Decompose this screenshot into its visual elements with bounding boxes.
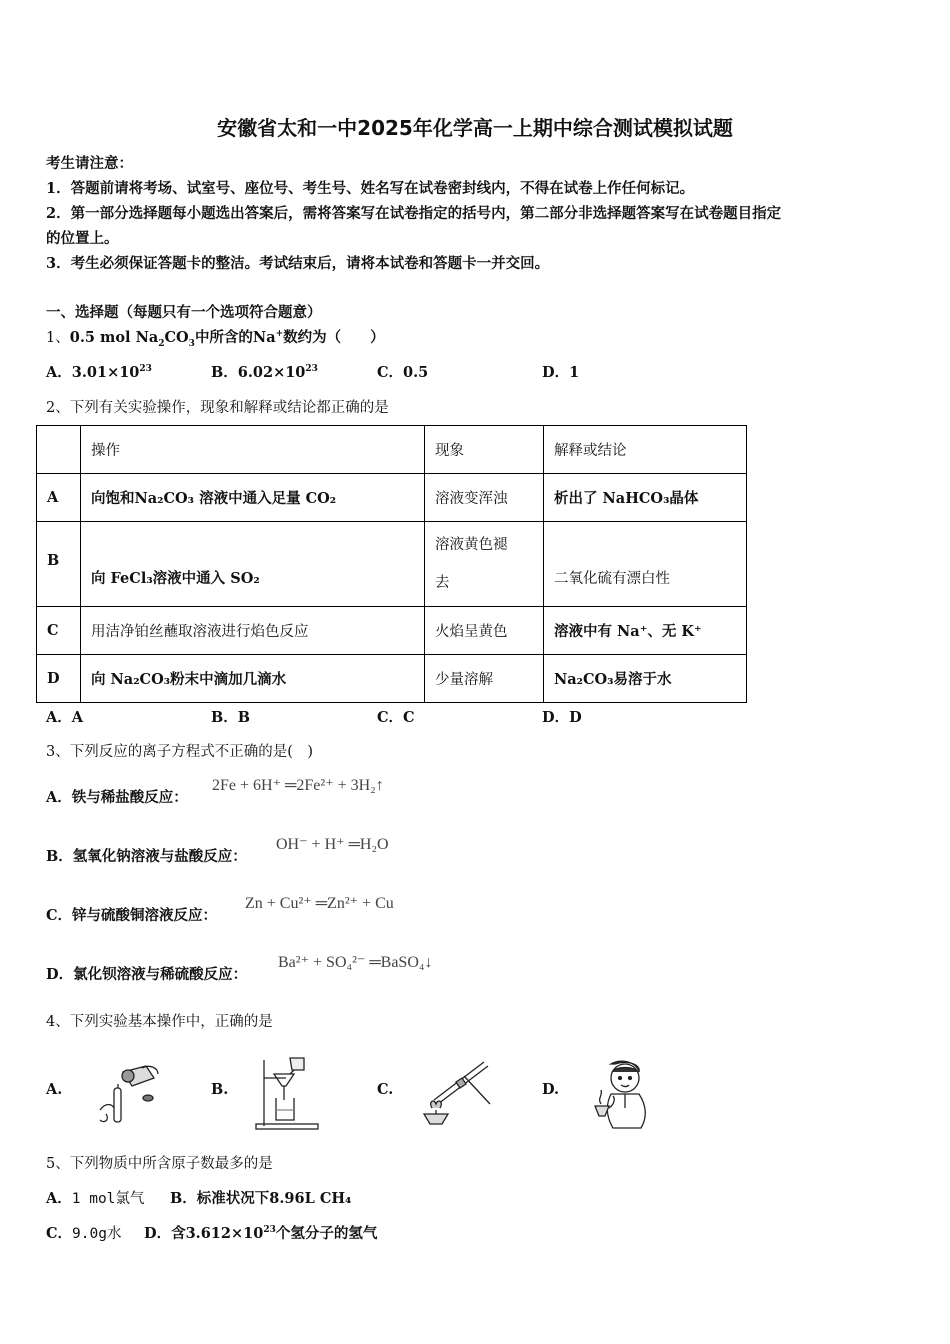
row-label: C bbox=[37, 607, 81, 655]
equation: OH⁻ + H⁺ ═H₂O bbox=[276, 836, 389, 853]
option-label: C． bbox=[46, 1225, 73, 1242]
row-label: A bbox=[37, 474, 81, 522]
row-operation: 向 Na₂CO₃粉末中滴加几滴水 bbox=[81, 655, 425, 703]
q2-option-a[interactable]: A．A bbox=[46, 709, 84, 726]
q1-text: 0.5 mol Na bbox=[69, 329, 159, 346]
q5-option-d[interactable] bbox=[144, 1222, 377, 1243]
row-phenomenon: 溶液变浑浊 bbox=[425, 474, 544, 522]
q5-option-b[interactable]: B．标准状况下8.96L CH₄ bbox=[170, 1190, 352, 1207]
row-conclusion: Na₂CO₃易溶于水 bbox=[544, 655, 747, 703]
equation: Ba²⁺ + SO₄²⁻ ═BaSO₄↓ bbox=[278, 954, 433, 971]
equation: 2Fe + 6H⁺ ═2Fe²⁺ + 3H₂↑ bbox=[212, 777, 384, 794]
question-1 bbox=[46, 326, 385, 349]
notice-item-2: 2．第一部分选择题每小题选出答案后，需将答案写在试卷指定的括号内，第二部分非选择题答案写在试卷题目指定 bbox=[46, 205, 782, 222]
option-label: B．6.02×10 bbox=[211, 364, 306, 381]
phenomenon-line: 去 bbox=[435, 575, 450, 591]
filtration-icon bbox=[250, 1056, 330, 1132]
option-label: A． bbox=[46, 1190, 72, 1207]
question-3: 3、下列反应的离子方程式不正确的是( ) bbox=[46, 744, 314, 760]
row-conclusion: 二氧化硫有漂白性 bbox=[544, 522, 747, 607]
row-phenomenon bbox=[425, 522, 544, 607]
row-operation: 向饱和Na₂CO₃ 溶液中通入足量 CO₂ bbox=[81, 474, 425, 522]
row-label: D bbox=[37, 655, 81, 703]
q4-option-c[interactable]: C. bbox=[377, 1081, 394, 1098]
q2-option-b[interactable]: B．B bbox=[211, 709, 251, 726]
row-operation: 向 FeCl₃溶液中通入 SO₂ bbox=[81, 522, 425, 607]
q4-option-b[interactable]: B. bbox=[211, 1081, 229, 1098]
table-cell bbox=[37, 426, 81, 474]
q1-sub: 3 bbox=[188, 338, 195, 349]
option-value: 9.0g水 bbox=[72, 1226, 122, 1242]
q2-option-d[interactable]: D．D bbox=[542, 709, 582, 726]
q1-sup: + bbox=[275, 329, 284, 340]
q4-option-d[interactable]: D. bbox=[542, 1081, 560, 1098]
notice-heading: 考生请注意： bbox=[46, 155, 133, 172]
table-row bbox=[37, 655, 747, 703]
question-5: 5、下列物质中所含原子数最多的是 bbox=[46, 1156, 273, 1172]
q3-option-b[interactable]: B．氢氧化钠溶液与盐酸反应： bbox=[46, 848, 247, 865]
section-heading: 一、选择题（每题只有一个选项符合题意） bbox=[46, 304, 322, 321]
q1-text-mid2: 中所含的Na bbox=[194, 329, 276, 346]
smelling-gas-icon bbox=[585, 1058, 657, 1130]
row-operation: 用洁净铂丝蘸取溶液进行焰色反应 bbox=[81, 607, 425, 655]
q5-option-a[interactable] bbox=[46, 1187, 144, 1208]
page-title: 安徽省太和一中2025年化学高一上期中综合测试模拟试题 bbox=[217, 116, 733, 140]
notice-item-1: 1．答题前请将考场、试室号、座位号、考生号、姓名写在试卷密封线内，不得在试卷上作任何标记。 bbox=[46, 180, 695, 197]
option-text: 个氢分子的氢气 bbox=[275, 1225, 378, 1242]
option-sup: 23 bbox=[263, 1225, 276, 1236]
experiment-table bbox=[36, 425, 747, 703]
q3-option-c[interactable]: C．锌与硫酸铜溶液反应： bbox=[46, 907, 218, 924]
row-conclusion: 溶液中有 Na⁺、无 K⁺ bbox=[544, 607, 747, 655]
table-header: 现象 bbox=[425, 426, 544, 474]
option-label: A．3.01×10 bbox=[46, 364, 140, 381]
q1-text-mid: CO bbox=[164, 329, 189, 346]
q1-text-post: 数约为（ ） bbox=[283, 329, 385, 346]
q4-option-a[interactable]: A. bbox=[46, 1081, 63, 1098]
q3-option-a[interactable]: A．铁与稀盐酸反应： bbox=[46, 789, 188, 806]
question-2: 2、下列有关实验操作，现象和解释或结论都正确的是 bbox=[46, 400, 389, 416]
phenomenon-line: 溶液黄色褪 bbox=[435, 537, 508, 553]
table-row bbox=[37, 607, 747, 655]
q1-option-b[interactable] bbox=[211, 361, 318, 382]
option-sup: 23 bbox=[139, 364, 152, 375]
option-sup: 23 bbox=[305, 364, 318, 375]
equation: Zn + Cu²⁺ ═Zn²⁺ + Cu bbox=[245, 895, 394, 912]
q1-option-a[interactable] bbox=[46, 361, 152, 382]
q1-option-d[interactable]: D．1 bbox=[542, 364, 580, 381]
q2-option-c[interactable]: C．C bbox=[377, 709, 415, 726]
option-value: 1 mol氯气 bbox=[71, 1191, 145, 1207]
row-label: B bbox=[37, 522, 81, 607]
test-tube-heating-icon bbox=[412, 1054, 496, 1130]
q1-sub: 2 bbox=[158, 338, 165, 349]
pouring-liquid-icon bbox=[88, 1058, 168, 1128]
question-number: 1、 bbox=[46, 330, 70, 346]
table-header: 操作 bbox=[81, 426, 425, 474]
row-phenomenon: 火焰呈黄色 bbox=[425, 607, 544, 655]
question-4: 4、下列实验基本操作中，正确的是 bbox=[46, 1014, 273, 1030]
notice-item-3: 3．考生必须保证答题卡的整洁。考试结束后，请将本试卷和答题卡一并交回。 bbox=[46, 255, 550, 272]
q3-option-d[interactable]: D．氯化钡溶液与稀硫酸反应： bbox=[46, 966, 248, 983]
notice-item-2-cont: 的位置上。 bbox=[46, 230, 119, 247]
q5-option-c[interactable] bbox=[46, 1222, 121, 1243]
table-row bbox=[37, 522, 747, 607]
table-header-row bbox=[37, 426, 747, 474]
row-conclusion: 析出了 NaHCO₃晶体 bbox=[544, 474, 747, 522]
option-label: D．含3.612×10 bbox=[144, 1225, 264, 1242]
row-phenomenon: 少量溶解 bbox=[425, 655, 544, 703]
q1-option-c[interactable]: C．0.5 bbox=[377, 364, 429, 381]
table-row bbox=[37, 474, 747, 522]
table-header: 解释或结论 bbox=[544, 426, 747, 474]
